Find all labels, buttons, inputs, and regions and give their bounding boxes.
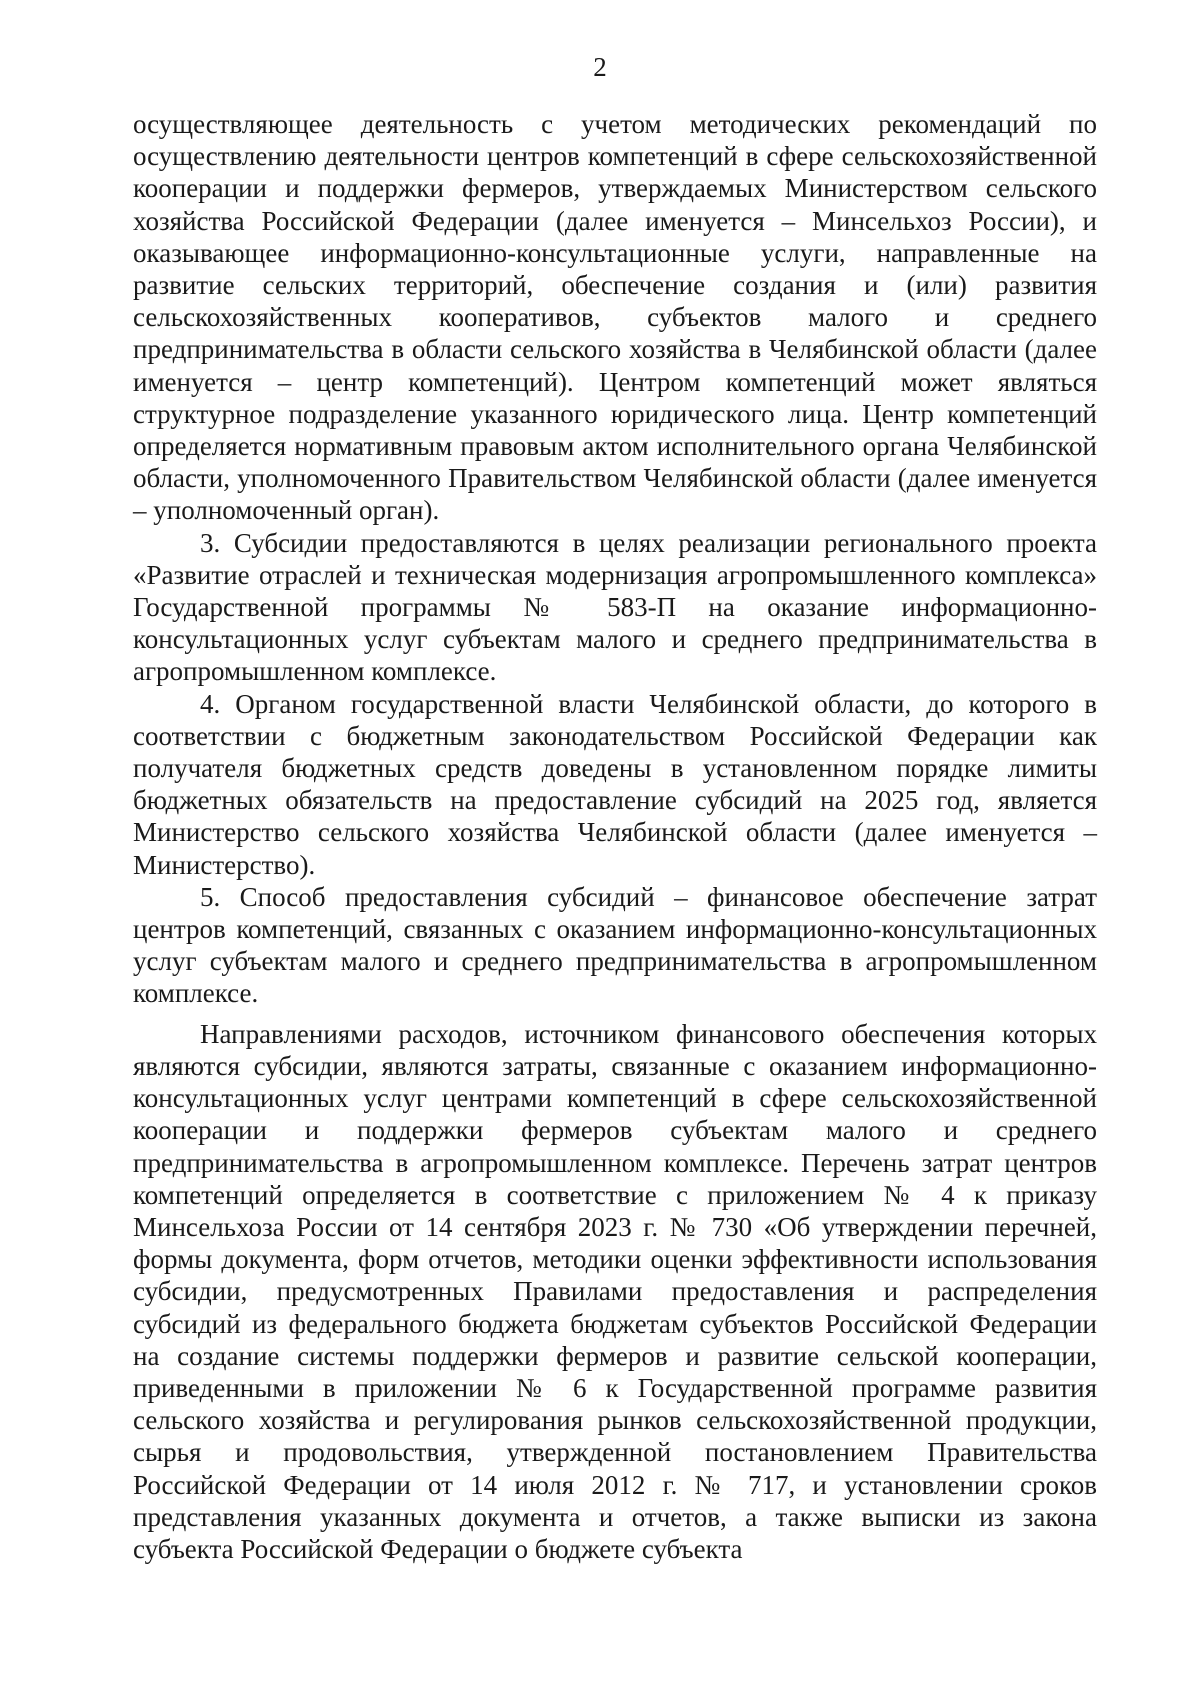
page-number: 2 — [593, 52, 607, 82]
paragraph-expense-directions: Направлениями расходов, источником финансового обеспечения которых являются субсидии, являются затраты, связанные с оказанием информационно-консультационных услуг центрами компетенций в сфере сельскохозяйственной кооперации и поддержки фермеров субъектам малого и среднего предпринимательства в агропромышленном комплексе. Перечень затрат центров компетенций определяется в соответствие с приложением № 4 к приказу Минсельхоза России от 14 сентября 2023 г. № 730 «Об утверждении перечней, формы документа, форм отчетов, методики оценки эффективности использования субсидии, предусмотренных Правилами предоставления и распределения субсидий из федерального бюджета бюджетам субъектов Российской Федерации на создание системы поддержки фермеров и развитие сельской кооперации, приведенными в приложении № 6 к Государственной программе развития сельского хозяйства и регулирования рынков сельскохозяйственной продукции, сырья и продовольствия, утвержденной постановлением Правительства Российской Федерации от 14 июля 2012 г. № 717, и установлении сроков представления указанных документа и отчетов, а также выписки из закона субъекта Российской Федерации о бюджете субъекта — [133, 1018, 1097, 1564]
paragraph-item-4: 4. Органом государственной власти Челябинской области, до которого в соответствии с бюджетным законодательством Российской Федерации как получателя бюджетных средств доведены в установленном порядке лимиты бюджетных обязательств на предоставление субсидий на 2025 год, является Министерство сельского хозяйства Челябинской области (далее именуется – Министерство). — [133, 688, 1097, 880]
document-body — [133, 108, 1097, 1565]
paragraph-item-5: 5. Способ предоставления субсидий – финансовое обеспечение затрат центров компетенций, связанных с оказанием информационно-консультационных услуг субъектам малого и среднего предпринимательства в агропромышленном комплексе. — [133, 881, 1097, 1009]
paragraph-continuation: осуществляющее деятельность с учетом методических рекомендаций по осуществлению деятельности центров компетенций в сфере сельскохозяйственной кооперации и поддержки фермеров, утверждаемых Министерством сельского хозяйства Российской Федерации (далее именуется – Минсельхоз России), и оказывающее информационно-консультационные услуги, направленные на развитие сельских территорий, обеспечение создания и (или) развития сельскохозяйственных кооперативов, субъектов малого и среднего предпринимательства в области сельского хозяйства в Челябинской области (далее именуется – центр компетенций). Центром компетенций может являться структурное подразделение указанного юридического лица. Центр компетенций определяется нормативным правовым актом исполнительного органа Челябинской области, уполномоченного Правительством Челябинской области (далее именуется – уполномоченный орган). — [133, 109, 1097, 526]
paragraph-item-3: 3. Субсидии предоставляются в целях реализации регионального проекта «Развитие отраслей и техническая модернизация агропромышленного комплекса» Государственной программы № 583-П на оказание информационно-консультационных услуг субъектам малого и среднего предпринимательства в агропромышленном комплексе. — [133, 527, 1097, 687]
